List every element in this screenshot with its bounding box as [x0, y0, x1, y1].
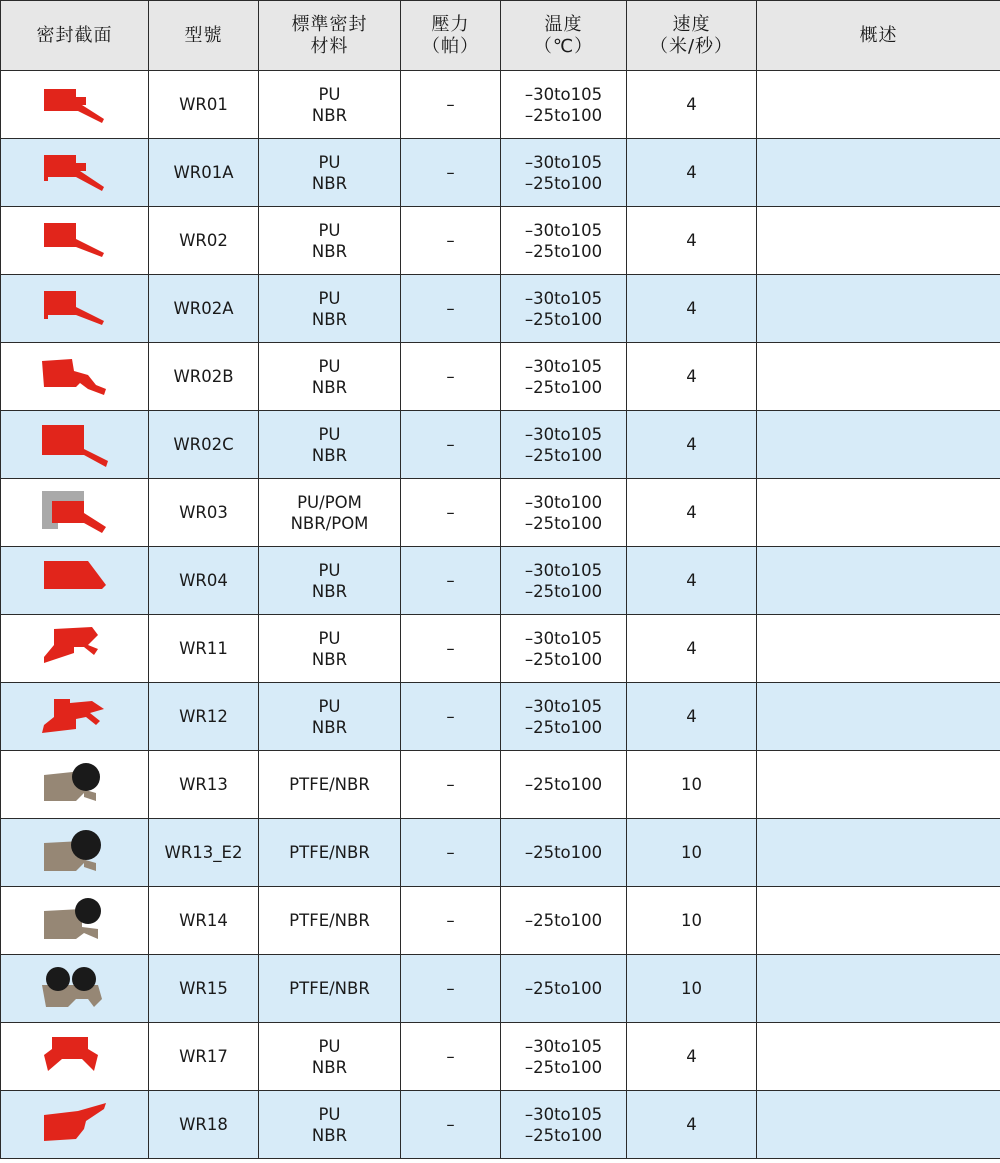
pressure-cell — [401, 411, 501, 479]
temperature-cell — [501, 1023, 627, 1091]
material-cell — [259, 343, 401, 411]
material-cell — [259, 683, 401, 751]
cell-speed: 10 — [681, 979, 702, 998]
cell-mat1: PU — [318, 84, 341, 104]
table-row — [1, 411, 1000, 479]
cell-temp1: –30to100 — [524, 492, 603, 512]
description-cell — [757, 819, 1000, 887]
section-cell — [1, 479, 149, 547]
section-cell — [1, 615, 149, 683]
cell-temp1: –25to100 — [524, 911, 603, 930]
cell-mat1: PU/POM — [297, 492, 362, 512]
material-cell — [259, 1023, 401, 1091]
ptfe-seal-oring-wr14-icon — [40, 897, 110, 945]
speed-cell — [627, 1023, 757, 1091]
pressure-cell — [401, 819, 501, 887]
table-row — [1, 819, 1000, 887]
cell-pressure: – — [446, 979, 455, 998]
description-cell — [757, 479, 1000, 547]
description-cell — [757, 683, 1000, 751]
cell-temp2: –25to100 — [524, 717, 603, 737]
cell-mat2: NBR/POM — [290, 513, 369, 533]
material-cell — [259, 139, 401, 207]
cell-model: WR12 — [179, 707, 228, 726]
material-cell — [259, 275, 401, 343]
section-cell — [1, 411, 149, 479]
section-cell — [1, 819, 149, 887]
section-cell — [1, 547, 149, 615]
cell-model: WR02A — [173, 299, 234, 318]
red-seal-wr02-icon — [40, 217, 110, 265]
speed-cell — [627, 887, 757, 955]
cell-mat1: PTFE/NBR — [289, 843, 370, 862]
cell-speed: 4 — [686, 95, 697, 114]
cell-model: WR15 — [179, 979, 228, 998]
material-cell — [259, 411, 401, 479]
cell-mat1: PU — [318, 152, 341, 172]
red-seal-wr01-icon — [40, 81, 110, 129]
speed-cell — [627, 751, 757, 819]
model-cell — [149, 275, 259, 343]
model-cell — [149, 547, 259, 615]
cell-temp1: –30to105 — [524, 424, 603, 444]
description-cell — [757, 411, 1000, 479]
speed-cell — [627, 479, 757, 547]
section-cell — [1, 343, 149, 411]
cell-temp2: –25to100 — [524, 377, 603, 397]
red-seal-wr18-icon — [40, 1101, 110, 1149]
cell-temp1: –25to100 — [524, 979, 603, 998]
ptfe-seal-double-oring-icon — [40, 965, 110, 1013]
red-seal-wr02b-icon — [40, 353, 110, 401]
description-cell — [757, 275, 1000, 343]
cell-speed: 4 — [686, 435, 697, 454]
cell-pressure: – — [446, 95, 455, 114]
pressure-cell — [401, 955, 501, 1023]
cell-temp1: –30to105 — [524, 288, 603, 308]
description-cell — [757, 615, 1000, 683]
cell-model: WR03 — [179, 503, 228, 522]
section-cell — [1, 71, 149, 139]
pressure-cell — [401, 207, 501, 275]
red-seal-wr04-icon — [40, 557, 110, 605]
cell-temp2: –25to100 — [524, 241, 603, 261]
cell-mat1: PU — [318, 560, 341, 580]
cell-mat1: PU — [318, 288, 341, 308]
pressure-cell — [401, 275, 501, 343]
cell-temp1: –30to105 — [524, 356, 603, 376]
description-cell — [757, 1023, 1000, 1091]
temperature-cell — [501, 887, 627, 955]
model-cell — [149, 479, 259, 547]
pressure-cell — [401, 139, 501, 207]
cell-pressure: – — [446, 1047, 455, 1066]
cell-temp2: –25to100 — [524, 513, 603, 533]
table-row — [1, 1023, 1000, 1091]
header-model: 型號 — [149, 1, 259, 71]
table-row — [1, 343, 1000, 411]
model-cell — [149, 411, 259, 479]
cell-mat1: PTFE/NBR — [289, 979, 370, 998]
table-row — [1, 887, 1000, 955]
ptfe-seal-oring-e2-icon — [40, 829, 110, 877]
cell-speed: 10 — [681, 911, 702, 930]
cell-temp2: –25to100 — [524, 309, 603, 329]
cell-mat2: NBR — [311, 105, 348, 125]
temperature-cell — [501, 615, 627, 683]
speed-cell — [627, 615, 757, 683]
header-section: 密封截面 — [1, 1, 149, 71]
cell-temp1: –30to105 — [524, 152, 603, 172]
speed-cell — [627, 683, 757, 751]
cell-speed: 4 — [686, 299, 697, 318]
description-cell — [757, 139, 1000, 207]
material-cell — [259, 479, 401, 547]
cell-temp1: –30to105 — [524, 1104, 603, 1124]
temperature-cell — [501, 71, 627, 139]
red-seal-wr11-icon — [40, 625, 110, 673]
cell-model: WR11 — [179, 639, 228, 658]
model-cell — [149, 887, 259, 955]
material-cell — [259, 207, 401, 275]
table-row — [1, 479, 1000, 547]
cell-model: WR13 — [179, 775, 228, 794]
temperature-cell — [501, 547, 627, 615]
temperature-cell — [501, 139, 627, 207]
temperature-cell — [501, 955, 627, 1023]
cell-model: WR01A — [173, 163, 234, 182]
cell-temp1: –30to105 — [524, 696, 603, 716]
cell-model: WR02C — [173, 435, 234, 454]
model-cell — [149, 615, 259, 683]
description-cell — [757, 887, 1000, 955]
pressure-cell — [401, 887, 501, 955]
material-cell — [259, 1091, 401, 1159]
cell-mat2: NBR — [311, 241, 348, 261]
model-cell — [149, 343, 259, 411]
cell-speed: 4 — [686, 639, 697, 658]
cell-speed: 4 — [686, 503, 697, 522]
cell-speed: 4 — [686, 1115, 697, 1134]
section-cell — [1, 1023, 149, 1091]
speed-cell — [627, 547, 757, 615]
cell-mat2: NBR — [311, 581, 348, 601]
model-cell — [149, 751, 259, 819]
speed-cell — [627, 71, 757, 139]
material-cell — [259, 751, 401, 819]
cell-model: WR02 — [179, 231, 228, 250]
temperature-cell — [501, 479, 627, 547]
material-cell — [259, 955, 401, 1023]
cell-temp2: –25to100 — [524, 173, 603, 193]
cell-pressure: – — [446, 231, 455, 250]
cell-speed: 4 — [686, 707, 697, 726]
pressure-cell — [401, 479, 501, 547]
red-seal-wr01a-icon — [40, 149, 110, 197]
cell-speed: 4 — [686, 571, 697, 590]
temperature-cell — [501, 683, 627, 751]
cell-temp1: –25to100 — [524, 775, 603, 794]
model-cell — [149, 683, 259, 751]
model-cell — [149, 955, 259, 1023]
material-cell — [259, 71, 401, 139]
section-cell — [1, 275, 149, 343]
description-cell — [757, 751, 1000, 819]
material-cell — [259, 819, 401, 887]
cell-pressure: – — [446, 503, 455, 522]
table-row — [1, 207, 1000, 275]
table-row — [1, 71, 1000, 139]
model-cell — [149, 1023, 259, 1091]
cell-pressure: – — [446, 571, 455, 590]
cell-speed: 4 — [686, 163, 697, 182]
red-seal-wr17-icon — [40, 1033, 110, 1081]
table-row — [1, 751, 1000, 819]
cell-temp2: –25to100 — [524, 445, 603, 465]
cell-mat2: NBR — [311, 1057, 348, 1077]
cell-mat1: PU — [318, 1036, 341, 1056]
ptfe-seal-oring-icon — [40, 761, 110, 809]
cell-mat1: PU — [318, 628, 341, 648]
cell-temp2: –25to100 — [524, 105, 603, 125]
cell-pressure: – — [446, 707, 455, 726]
cell-pressure: – — [446, 911, 455, 930]
cell-model: WR13_E2 — [164, 843, 243, 862]
speed-cell — [627, 819, 757, 887]
section-cell — [1, 955, 149, 1023]
cell-pressure: – — [446, 367, 455, 386]
cell-model: WR01 — [179, 95, 228, 114]
header-row — [1, 1, 1000, 71]
temperature-cell — [501, 411, 627, 479]
cell-mat1: PU — [318, 696, 341, 716]
cell-temp2: –25to100 — [524, 649, 603, 669]
temperature-cell — [501, 751, 627, 819]
description-cell — [757, 1091, 1000, 1159]
pressure-cell — [401, 1091, 501, 1159]
cell-model: WR17 — [179, 1047, 228, 1066]
cell-temp1: –30to105 — [524, 1036, 603, 1056]
speed-cell — [627, 207, 757, 275]
cell-pressure: – — [446, 163, 455, 182]
header-description: 概述 — [757, 1, 1000, 71]
speed-cell — [627, 411, 757, 479]
section-cell — [1, 887, 149, 955]
section-cell — [1, 1091, 149, 1159]
model-cell — [149, 207, 259, 275]
model-cell — [149, 1091, 259, 1159]
pressure-cell — [401, 683, 501, 751]
description-cell — [757, 955, 1000, 1023]
pressure-cell — [401, 1023, 501, 1091]
table-row — [1, 139, 1000, 207]
cell-mat2: NBR — [311, 377, 348, 397]
header-temperature: 温度 （℃） — [501, 1, 627, 71]
speed-cell — [627, 955, 757, 1023]
cell-temp1: –30to105 — [524, 220, 603, 240]
table-row — [1, 955, 1000, 1023]
model-cell — [149, 71, 259, 139]
speed-cell — [627, 1091, 757, 1159]
temperature-cell — [501, 819, 627, 887]
cell-model: WR18 — [179, 1115, 228, 1134]
cell-mat1: PU — [318, 424, 341, 444]
description-cell — [757, 71, 1000, 139]
table-row — [1, 615, 1000, 683]
cell-temp1: –25to100 — [524, 843, 603, 862]
cell-mat1: PU — [318, 356, 341, 376]
cell-pressure: – — [446, 639, 455, 658]
cell-mat1: PU — [318, 1104, 341, 1124]
cell-mat2: NBR — [311, 649, 348, 669]
cell-mat1: PTFE/NBR — [289, 775, 370, 794]
temperature-cell — [501, 1091, 627, 1159]
description-cell — [757, 547, 1000, 615]
red-seal-with-gray-housing-icon — [40, 489, 110, 537]
cell-speed: 10 — [681, 843, 702, 862]
cell-temp1: –30to105 — [524, 560, 603, 580]
section-cell — [1, 139, 149, 207]
model-cell — [149, 819, 259, 887]
cell-speed: 10 — [681, 775, 702, 794]
material-cell — [259, 887, 401, 955]
red-seal-wr12-icon — [40, 693, 110, 741]
cell-temp2: –25to100 — [524, 1057, 603, 1077]
section-cell — [1, 683, 149, 751]
temperature-cell — [501, 207, 627, 275]
cell-speed: 4 — [686, 1047, 697, 1066]
pressure-cell — [401, 751, 501, 819]
cell-model: WR04 — [179, 571, 228, 590]
pressure-cell — [401, 615, 501, 683]
cell-temp2: –25to100 — [524, 581, 603, 601]
table-row — [1, 275, 1000, 343]
header-pressure: 壓力 （帕） — [401, 1, 501, 71]
cell-mat1: PTFE/NBR — [289, 911, 370, 930]
model-cell — [149, 139, 259, 207]
section-cell — [1, 207, 149, 275]
pressure-cell — [401, 343, 501, 411]
cell-speed: 4 — [686, 367, 697, 386]
cell-mat2: NBR — [311, 173, 348, 193]
pressure-cell — [401, 547, 501, 615]
table-row — [1, 1091, 1000, 1159]
material-cell — [259, 615, 401, 683]
description-cell — [757, 207, 1000, 275]
cell-mat2: NBR — [311, 1125, 348, 1145]
table-row — [1, 547, 1000, 615]
red-seal-wr02c-icon — [40, 421, 110, 469]
temperature-cell — [501, 343, 627, 411]
cell-mat1: PU — [318, 220, 341, 240]
cell-pressure: – — [446, 1115, 455, 1134]
cell-temp1: –30to105 — [524, 84, 603, 104]
cell-model: WR14 — [179, 911, 228, 930]
speed-cell — [627, 139, 757, 207]
cell-speed: 4 — [686, 231, 697, 250]
cell-pressure: – — [446, 299, 455, 318]
header-material: 標準密封 材料 — [259, 1, 401, 71]
section-cell — [1, 751, 149, 819]
cell-pressure: – — [446, 843, 455, 862]
cell-mat2: NBR — [311, 717, 348, 737]
cell-pressure: – — [446, 435, 455, 454]
material-cell — [259, 547, 401, 615]
temperature-cell — [501, 275, 627, 343]
red-seal-wr02a-icon — [40, 285, 110, 333]
description-cell — [757, 343, 1000, 411]
table-row — [1, 683, 1000, 751]
speed-cell — [627, 275, 757, 343]
speed-cell — [627, 343, 757, 411]
cell-temp1: –30to105 — [524, 628, 603, 648]
pressure-cell — [401, 71, 501, 139]
cell-temp2: –25to100 — [524, 1125, 603, 1145]
cell-mat2: NBR — [311, 309, 348, 329]
cell-pressure: – — [446, 775, 455, 794]
cell-mat2: NBR — [311, 445, 348, 465]
header-speed: 速度 （米/秒） — [627, 1, 757, 71]
cell-model: WR02B — [173, 367, 234, 386]
